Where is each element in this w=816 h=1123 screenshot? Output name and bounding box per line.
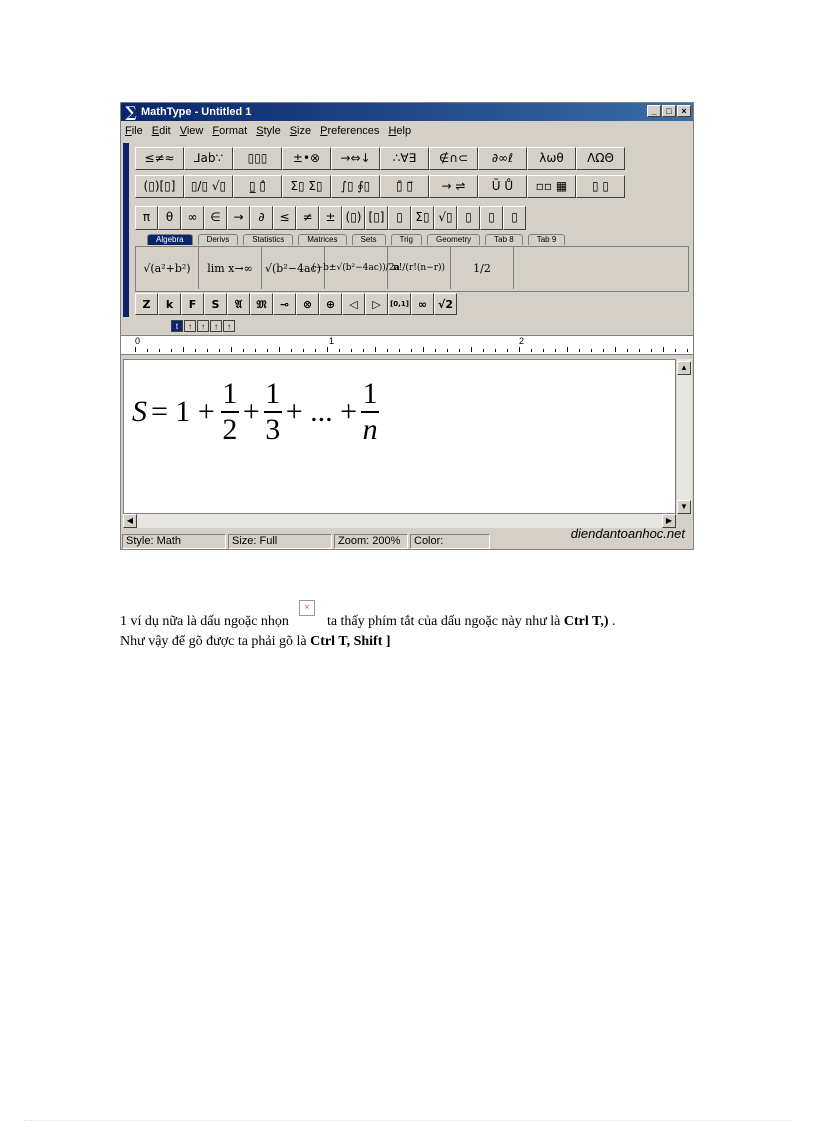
ruler-tick <box>183 347 184 352</box>
status-bar <box>121 533 694 550</box>
symbol-otimes[interactable]: ⊗ <box>296 293 319 315</box>
ruler-tick <box>207 349 208 352</box>
body-paragraph <box>120 602 700 652</box>
ruler-tick <box>267 349 268 352</box>
tab-sets[interactable]: Sets <box>352 234 386 245</box>
ruler-label-1: 1 <box>329 336 335 346</box>
ruler-tick <box>531 349 532 352</box>
palette-misc[interactable]: ∂∞ℓ <box>478 147 527 170</box>
fraction-denominator: n <box>362 413 378 446</box>
ruler-tick <box>615 347 616 352</box>
scroll-down-icon[interactable]: ▼ <box>677 500 691 514</box>
menu-size[interactable]: Size <box>289 125 312 137</box>
palette-fences[interactable]: (▯)[▯] <box>135 175 184 198</box>
ruler-tick <box>327 347 328 352</box>
palette-greek-lower[interactable]: λωθ <box>527 147 576 170</box>
ruler-label-2: 2 <box>519 336 525 346</box>
equation-part-1: = 1 + <box>151 395 215 428</box>
minimize-button[interactable]: _ <box>647 105 661 117</box>
ruler-tick <box>171 349 172 352</box>
palette-products[interactable]: Ū Ů <box>478 175 527 198</box>
tab-trig[interactable]: Trig <box>391 234 422 245</box>
tab-matrices[interactable]: Matrices <box>298 234 346 245</box>
menu-file[interactable]: File <box>125 125 143 137</box>
algebra-templates <box>135 246 689 292</box>
paragraph-line-1 <box>120 602 700 632</box>
equation <box>132 372 381 452</box>
template-superscript[interactable]: ▯ <box>480 206 503 230</box>
tab-statistics[interactable]: Statistics <box>243 234 293 245</box>
ruler-tick <box>651 349 652 352</box>
scroll-right-icon[interactable]: ▶ <box>662 514 676 528</box>
ruler-tick <box>195 349 196 352</box>
ruler-tick <box>159 349 160 352</box>
small-symbol-bar <box>135 206 526 230</box>
ruler-tick <box>219 349 220 352</box>
palette-scripts[interactable]: ▯̲ ▯̂ <box>233 175 282 198</box>
template-quadratic-formula[interactable]: (−b±√(b²−4ac))/2a <box>325 247 388 289</box>
symbol-k-bold[interactable]: k <box>158 293 181 315</box>
template-limit[interactable]: lim x→∞ <box>199 247 262 289</box>
page-bottom-divider <box>24 1120 792 1122</box>
fraction-numerator: 1 <box>362 377 378 410</box>
symbol-theta[interactable]: θ <box>158 206 181 230</box>
ruler-tick <box>663 347 664 352</box>
ruler-tick <box>423 347 424 352</box>
palette-greek-upper[interactable]: ΛΩΘ <box>576 147 625 170</box>
tab-stop-button-2[interactable]: ↑ <box>184 320 196 332</box>
ruler-tick <box>339 349 340 352</box>
watermark: diendantoanhoc.net <box>570 526 685 541</box>
line1-text-a: 1 ví dụ nữa là dấu ngoặc nhọn <box>120 614 289 629</box>
ruler-tick <box>483 349 484 352</box>
symbol-s-bold[interactable]: S <box>204 293 227 315</box>
palette-fractions-radicals[interactable]: ▯/▯ √▯ <box>184 175 233 198</box>
menu-view[interactable]: View <box>179 125 204 137</box>
palette-tabs <box>147 234 565 245</box>
palette-summations[interactable]: Σ▯ Σ▯ <box>282 175 331 198</box>
palette-matrices[interactable]: ▫▫ ▦ <box>527 175 576 198</box>
line2-shortcut: Ctrl T, Shift ] <box>310 634 391 649</box>
window-title: MathType - Untitled 1 <box>141 106 252 118</box>
ruler-tick <box>459 349 460 352</box>
template-fraction[interactable]: ▯ <box>388 206 411 230</box>
palette-sets[interactable]: ∉∩⊂ <box>429 147 478 170</box>
template-sum[interactable]: Σ▯ <box>411 206 434 230</box>
ruler-tick <box>471 347 472 352</box>
ruler-tick <box>147 349 148 352</box>
status-zoom: Zoom: 200% <box>334 534 408 549</box>
tab-9[interactable]: Tab 9 <box>528 234 566 245</box>
maximize-button[interactable]: □ <box>662 105 676 117</box>
tab-derivs[interactable]: Derivs <box>198 234 239 245</box>
ruler-tick <box>519 347 520 352</box>
symbol-palette-row-1 <box>135 147 625 170</box>
ruler[interactable] <box>121 335 694 355</box>
ruler-tick <box>363 349 364 352</box>
menu-edit[interactable]: Edit <box>151 125 171 137</box>
ruler-tick <box>387 349 388 352</box>
scroll-up-icon[interactable]: ▲ <box>677 361 691 375</box>
line1-text-b: ta thấy phím tắt của dấu ngoặc này như là <box>326 614 561 629</box>
symbol-plusminus[interactable]: ± <box>319 206 342 230</box>
close-button[interactable]: × <box>677 105 691 117</box>
menu-style[interactable]: Style <box>256 125 281 137</box>
ruler-tick <box>303 349 304 352</box>
ruler-tick <box>315 349 316 352</box>
ruler-tick <box>291 349 292 352</box>
fraction-numerator: 1 <box>265 377 281 410</box>
palette-embellishments[interactable]: ▯▯▯ <box>233 147 282 170</box>
color-swatch <box>434 549 456 550</box>
ruler-tick <box>135 347 136 352</box>
symbol-leq[interactable]: ≤ <box>273 206 296 230</box>
palette-boxes[interactable]: ▯ ▯ <box>576 175 625 198</box>
mathtype-app-icon: ∑ <box>125 103 137 121</box>
ruler-tick <box>543 349 544 352</box>
symbol-partial[interactable]: ∂ <box>250 206 273 230</box>
symbol-right-triangle[interactable]: ▷ <box>365 293 388 315</box>
symbol-f-bold[interactable]: F <box>181 293 204 315</box>
status-color-label: Color: <box>414 535 444 547</box>
fraction-1-over-2 <box>221 377 239 447</box>
symbol-palette-row-2 <box>135 175 625 198</box>
ruler-tick <box>591 349 592 352</box>
menu-help[interactable]: Help <box>388 125 412 137</box>
ruler-tick <box>399 349 400 352</box>
palette-logic[interactable]: ∴∀∃ <box>380 147 429 170</box>
symbol-interval[interactable]: [0,1] <box>388 293 411 315</box>
ruler-tick <box>243 349 244 352</box>
template-pythagorean-sqrt[interactable]: √(a²+b²) <box>136 247 199 289</box>
symbol-multimap[interactable]: ⊸ <box>273 293 296 315</box>
status-color <box>410 534 490 549</box>
ruler-tick <box>627 349 628 352</box>
title-bar <box>121 103 693 121</box>
symbol-oplus[interactable]: ⊕ <box>319 293 342 315</box>
mathtype-window-screenshot <box>120 102 694 550</box>
tab-stop-button-1[interactable]: t <box>171 320 183 332</box>
tab-geometry[interactable]: Geometry <box>427 234 480 245</box>
ruler-tick <box>447 349 448 352</box>
status-size: Size: Full <box>228 534 332 549</box>
template-subscript[interactable]: ▯ <box>457 206 480 230</box>
symbol-infinity[interactable]: ∞ <box>181 206 204 230</box>
ruler-tick <box>579 349 580 352</box>
menu-format[interactable]: Format <box>212 125 248 137</box>
palette-bars[interactable]: ▯̄ ▯⃗ <box>380 175 429 198</box>
symbol-left-triangle[interactable]: ◁ <box>342 293 365 315</box>
ruler-tick <box>279 347 280 352</box>
symbol-pi[interactable]: π <box>135 206 158 230</box>
symbol-infinity-2[interactable]: ∞ <box>411 293 434 315</box>
palette-integrals[interactable]: ∫▯ ∮▯ <box>331 175 380 198</box>
scroll-left-icon[interactable]: ◀ <box>123 514 137 528</box>
ruler-tick <box>603 349 604 352</box>
template-one-half[interactable]: 1/2 <box>451 247 514 289</box>
ruler-tick <box>435 349 436 352</box>
symbol-arrow[interactable]: → <box>227 206 250 230</box>
tab-stop-button-4[interactable]: ↑ <box>210 320 222 332</box>
template-parens[interactable]: (▯) <box>342 206 365 230</box>
fraction-numerator: 1 <box>222 377 238 410</box>
symbol-neq[interactable]: ≠ <box>296 206 319 230</box>
line1-end: . <box>612 614 616 629</box>
equation-part-3: + ... + <box>285 395 358 428</box>
toolbar-handle[interactable] <box>123 143 129 317</box>
ruler-tick <box>675 349 676 352</box>
ruler-label-0: 0 <box>135 336 141 346</box>
symbol-fraktur-a[interactable]: 𝔄 <box>227 293 250 315</box>
tab-stop-button-5[interactable]: ↑ <box>223 320 235 332</box>
tab-8[interactable]: Tab 8 <box>485 234 523 245</box>
palette-arrows[interactable]: →⇔↓ <box>331 147 380 170</box>
equation-editor-area[interactable] <box>123 359 676 514</box>
ruler-tick <box>639 349 640 352</box>
broken-image-icon: × <box>299 600 315 616</box>
symbol-fraktur-m[interactable]: 𝔐 <box>250 293 273 315</box>
template-combination[interactable]: n!/(r!(n−r)) <box>388 247 451 289</box>
fraction-denominator: 2 <box>222 413 238 446</box>
paragraph-line-2 <box>120 632 700 652</box>
line2-text: Như vậy để gõ được ta phải gõ là <box>120 634 307 649</box>
palette-relations[interactable]: ≤≠≈ <box>135 147 184 170</box>
palette-labeled-arrows[interactable]: → ⇌ <box>429 175 478 198</box>
ruler-tick <box>375 347 376 352</box>
tab-stop-button-3[interactable]: ↑ <box>197 320 209 332</box>
ruler-tick <box>351 349 352 352</box>
menu-bar <box>121 122 693 140</box>
template-brackets[interactable]: [▯] <box>365 206 388 230</box>
ruler-tick <box>411 349 412 352</box>
tab-algebra[interactable]: Algebra <box>147 234 193 245</box>
style-symbol-bar <box>135 293 457 315</box>
equation-part-2: + <box>242 395 260 428</box>
symbol-element-of[interactable]: ∈ <box>204 206 227 230</box>
vertical-scrollbar[interactable] <box>677 359 692 514</box>
ruler-tick <box>687 349 688 352</box>
line1-shortcut: Ctrl T,) <box>563 614 609 629</box>
menu-preferences[interactable]: Preferences <box>320 125 380 137</box>
symbol-z-bold[interactable]: Z <box>135 293 158 315</box>
status-style: Style: Math <box>122 534 226 549</box>
ruler-tick <box>495 349 496 352</box>
fraction-1-over-n <box>361 377 379 447</box>
template-empty-slot <box>514 247 688 289</box>
symbol-sqrt2[interactable]: √2 <box>434 293 457 315</box>
ruler-tick <box>507 349 508 352</box>
fraction-denominator: 3 <box>265 413 281 446</box>
fraction-1-over-3 <box>264 377 282 447</box>
tab-stop-toolbar <box>171 320 235 332</box>
ruler-tick <box>255 349 256 352</box>
palette-spaces[interactable]: ⅃ab∵ <box>184 147 233 170</box>
template-discriminant-sqrt[interactable]: √(b²−4ac) <box>262 247 325 289</box>
ruler-tick <box>555 349 556 352</box>
palette-operators[interactable]: ±•⊗ <box>282 147 331 170</box>
ruler-tick <box>231 347 232 352</box>
template-sqrt[interactable]: √▯ <box>434 206 457 230</box>
ruler-tick <box>567 347 568 352</box>
template-underscript[interactable]: ▯ <box>503 206 526 230</box>
equation-lhs: S <box>132 395 147 428</box>
